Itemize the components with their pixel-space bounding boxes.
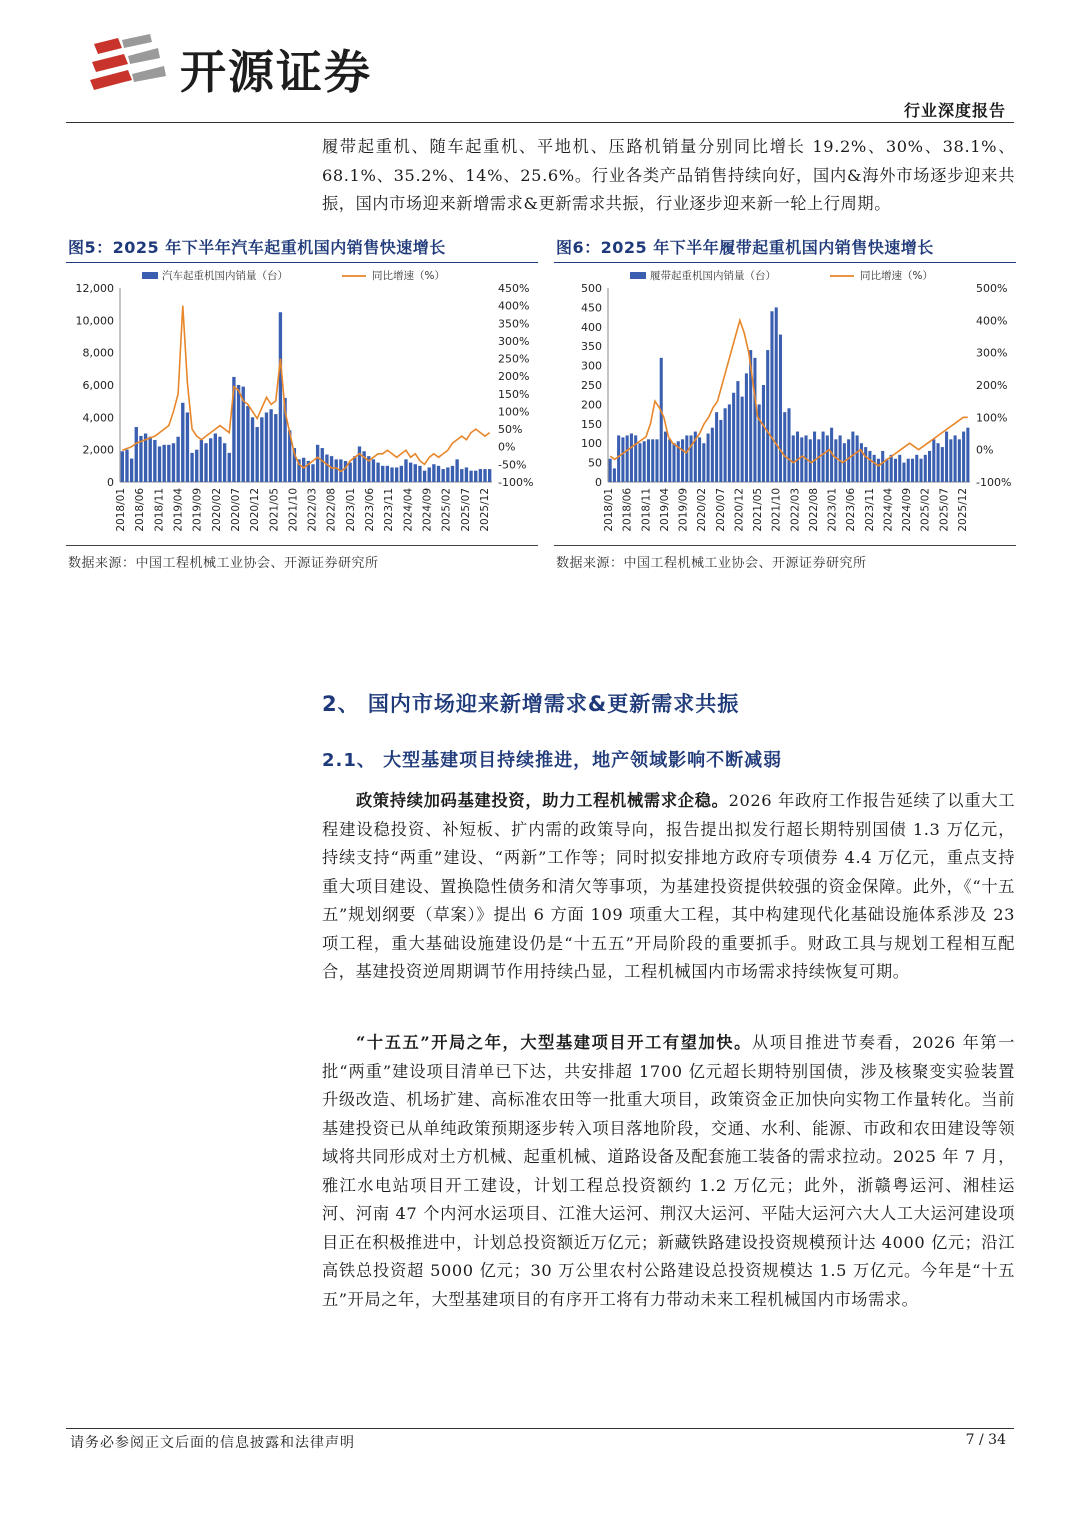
- x-tick-label: 2025/12: [957, 488, 969, 532]
- y-right-tick-label: 250%: [498, 352, 530, 366]
- bar: [672, 443, 675, 482]
- bar: [685, 435, 688, 482]
- bar: [386, 466, 389, 482]
- bar: [190, 453, 193, 482]
- x-tick-label: 2021/10: [770, 488, 783, 532]
- bar: [932, 439, 935, 482]
- bar: [817, 439, 820, 482]
- bar: [460, 469, 463, 482]
- x-tick-label: 2018/06: [134, 488, 147, 532]
- bar: [779, 335, 782, 482]
- bar: [766, 350, 769, 482]
- x-tick-label: 2023/06: [845, 488, 858, 532]
- y-right-tick-label: 100%: [498, 405, 530, 419]
- bar: [455, 459, 458, 482]
- x-tick-label: 2022/08: [807, 488, 820, 532]
- bar: [358, 446, 361, 482]
- bar: [732, 393, 735, 482]
- x-tick-label: 2024/04: [402, 488, 415, 532]
- bar: [813, 432, 816, 482]
- paragraph-1: [322, 787, 1015, 987]
- bar: [877, 459, 880, 482]
- header-divider: [66, 122, 1014, 123]
- bar: [770, 311, 773, 482]
- bar: [418, 466, 421, 482]
- report-type: 行业深度报告: [903, 101, 1006, 120]
- bar: [223, 443, 226, 482]
- bar: [839, 435, 842, 482]
- bar: [125, 450, 128, 482]
- bar: [924, 455, 927, 482]
- y-right-tick-label: 500%: [976, 282, 1008, 295]
- y-right-tick-label: 450%: [498, 282, 530, 295]
- bar: [465, 467, 468, 482]
- bar: [265, 412, 268, 482]
- bar: [941, 447, 944, 482]
- x-tick-label: 2023/11: [383, 488, 396, 532]
- bar: [613, 468, 616, 482]
- y-right-tick-label: 200%: [498, 370, 530, 384]
- bar: [783, 412, 786, 482]
- y-left-tick-label: 8,000: [82, 346, 114, 360]
- x-tick-label: 2022/03: [306, 488, 319, 532]
- bar: [775, 307, 778, 482]
- bar: [209, 438, 212, 482]
- bar: [321, 448, 324, 482]
- bar: [698, 437, 701, 482]
- bar: [728, 404, 731, 482]
- x-tick-label: 2018/11: [153, 488, 166, 532]
- bar: [214, 434, 217, 483]
- brand-name: 开源证券: [180, 45, 372, 99]
- figure-5-chart: [66, 264, 540, 542]
- bar: [414, 464, 417, 482]
- bar: [937, 443, 940, 482]
- x-tick-label: 2025/12: [479, 488, 491, 532]
- bar: [228, 453, 231, 482]
- y-left-tick-label: 350: [581, 340, 602, 354]
- bar: [958, 439, 961, 482]
- bar: [898, 455, 901, 482]
- bar: [469, 471, 472, 482]
- x-tick-label: 2024/09: [901, 488, 914, 532]
- x-tick-label: 2018/11: [640, 488, 653, 532]
- y-left-tick-label: 2,000: [82, 443, 114, 457]
- x-tick-label: 2020/02: [696, 488, 709, 532]
- bar: [907, 459, 910, 482]
- bar: [218, 437, 221, 482]
- bar: [149, 437, 152, 482]
- bar: [325, 455, 328, 482]
- bar: [868, 451, 871, 482]
- x-tick-label: 2018/06: [621, 488, 634, 532]
- bar: [237, 385, 240, 482]
- y-left-tick-label: 6,000: [82, 379, 114, 392]
- bar: [822, 432, 825, 482]
- bar: [715, 412, 718, 482]
- bar: [474, 471, 477, 482]
- bar: [451, 466, 454, 482]
- bar: [483, 469, 486, 482]
- bar: [376, 463, 379, 482]
- y-right-tick-label: 0%: [498, 440, 516, 454]
- bar: [246, 406, 249, 482]
- paragraph-2-body: 从项目推进节奏看，2026 年第一批“两重”建设项目清单已下达，共安排超 1700 亿元超长期特别国债，涉及核聚变实验装置升级改造、机场扩建、高标准农田等一批重大项目，政策资金正加快向实物工作量转化。当前基建投资已从单纯政策预期逐步转入项目落地阶段，交通、水利、能源、市政和农田建设等领域将共同形成对土方机械、起重机械、道路设备及配套施工装备的需求拉动。2025 年 7 月，雅江水电站项目开工建设，计划工程总投资额约 1.2 万亿元；此外，浙赣粤运河、湘桂运河、河南 47 个内河水运项目、江淮大运河、荆汉大运河、平陆大运河六大人工大运河建设项目正在积极推进中，计划总投资额近万亿元；新藏铁路建设投资规模预计达 4000 亿元；沿江高铁总投资超 5000 亿元；30 万公里农村公路建设总投资规模达 1.5 万亿元。今年是“十五五”开局之年，大型基建项目的有序开工将有力带动未来工程机械国内市场需求。: [322, 1033, 1016, 1309]
- bar: [479, 469, 482, 482]
- y-right-tick-label: 400%: [498, 299, 530, 313]
- bar: [609, 459, 612, 482]
- x-tick-label: 2018/01: [115, 488, 127, 532]
- y-right-tick-label: 350%: [498, 317, 530, 331]
- x-tick-label: 2021/10: [287, 488, 300, 532]
- x-tick-label: 2024/04: [882, 488, 895, 532]
- x-tick-label: 2025/07: [938, 488, 951, 532]
- bar: [736, 381, 739, 482]
- bar: [719, 420, 722, 482]
- bar: [762, 385, 765, 482]
- bar: [200, 440, 203, 482]
- bar: [690, 435, 693, 482]
- figure-6-chart: [554, 264, 1018, 542]
- x-tick-label: 2021/05: [268, 488, 281, 532]
- paragraph-1-body: 2026 年政府工作报告延续了以重大工程建设稳投资、补短板、扩内需的政策导向，报告提出拟发行超长期特别国债 1.3 万亿元，持续支持“两重”建设、“两新”工作等；同时拟安排地方政府专项债券 4.4 万亿元，重点支持重大项目建设、置换隐性债务和清欠等事项，为基建投资提供较强的资金保障。此外，《“十五五”规划纲要（草案）》提出 6 方面 109 项重大工程，其中构建现代化基础设施体系涉及 23 项工程，重大基础设施建设仍是“十五五”开局阶段的重要抓手。财政工具与规划工程相互配合，基建投资逆周期调节作用持续凸显，工程机械国内市场需求持续恢复可期。: [322, 791, 1015, 981]
- x-tick-label: 2019/09: [191, 488, 204, 532]
- y-left-tick-label: 450: [581, 301, 602, 315]
- bar: [163, 445, 166, 482]
- legend-bar-swatch: [142, 272, 158, 279]
- y-left-tick-label: 0: [595, 476, 602, 489]
- bar: [741, 397, 744, 482]
- figure-6-bottom-rule: [554, 545, 1016, 546]
- bar: [928, 451, 931, 482]
- bar: [432, 464, 435, 482]
- bar: [400, 466, 403, 482]
- bar: [954, 435, 957, 482]
- bar: [428, 467, 431, 482]
- x-tick-label: 2024/09: [421, 488, 434, 532]
- y-right-tick-label: 50%: [498, 423, 523, 437]
- bar: [167, 445, 170, 482]
- bar: [890, 455, 893, 482]
- x-tick-label: 2019/04: [172, 488, 185, 532]
- y-right-tick-label: 150%: [498, 387, 530, 401]
- x-tick-label: 2020/12: [249, 488, 262, 532]
- y-left-tick-label: 150: [581, 417, 602, 431]
- x-tick-label: 2022/03: [789, 488, 802, 532]
- bar: [847, 439, 850, 482]
- x-tick-label: 2020/07: [229, 488, 242, 532]
- y-left-tick-label: 300: [581, 359, 602, 373]
- bar: [442, 469, 445, 482]
- paragraph-2-lead: “十五五”开局之年，大型基建项目开工有望加快。: [356, 1033, 752, 1052]
- legend-line-label: 同比增速（%）: [372, 270, 445, 282]
- y-right-tick-label: 0%: [976, 443, 994, 457]
- y-left-tick-label: 12,000: [75, 282, 114, 295]
- x-tick-label: 2020/12: [733, 488, 746, 532]
- bar: [962, 432, 965, 482]
- y-right-tick-label: -100%: [976, 476, 1012, 489]
- bar: [260, 417, 263, 482]
- bar: [251, 417, 254, 482]
- bar: [707, 434, 710, 483]
- legend-line-label: 同比增速（%）: [860, 270, 933, 282]
- y-right-tick-label: -50%: [498, 458, 527, 472]
- bar: [834, 439, 837, 482]
- figure-5-source: 数据来源：中国工程机械工业协会、开源证券研究所: [68, 556, 379, 571]
- bar: [409, 463, 412, 482]
- y-left-tick-label: 50: [588, 456, 602, 470]
- figure-5-bottom-rule: [66, 545, 538, 546]
- bar: [856, 435, 859, 482]
- x-tick-label: 2023/06: [364, 488, 377, 532]
- figure-5-title: 图5：2025 年下半年汽车起重机国内销售快速增长: [68, 238, 446, 257]
- paragraph-1-lead: 政策持续加码基建投资，助力工程机械需求企稳。: [356, 791, 729, 810]
- intro-paragraph: 履带起重机、随车起重机、平地机、压路机销量分别同比增长 19.2%、30%、38.1%、68.1%、35.2%、14%、25.6%。行业各类产品销售持续向好，国内&海外市场逐步迎来共振，国内市场迎来新增需求&更新需求共振，行业逐步迎来新一轮上行周期。: [322, 137, 1015, 213]
- bar: [681, 439, 684, 482]
- bar: [274, 414, 277, 482]
- x-tick-label: 2022/08: [325, 488, 338, 532]
- x-tick-label: 2018/01: [603, 488, 615, 532]
- y-left-tick-label: 4,000: [82, 411, 114, 425]
- bar: [158, 446, 161, 482]
- bar: [626, 435, 629, 482]
- bar: [902, 463, 905, 482]
- bar: [885, 459, 888, 482]
- bar: [302, 458, 305, 482]
- y-right-tick-label: 100%: [976, 411, 1008, 425]
- bar: [395, 467, 398, 482]
- bar: [311, 464, 314, 482]
- bar: [195, 450, 198, 482]
- footer-disclaimer: 请务必参阅正文后面的信息披露和法律声明: [70, 1435, 355, 1451]
- bar: [153, 440, 156, 482]
- bar: [660, 358, 663, 482]
- x-tick-label: 2025/02: [919, 488, 932, 532]
- bar: [826, 435, 829, 482]
- paragraph-2: [322, 1029, 1015, 1314]
- bar: [353, 456, 356, 482]
- page-number: 7 / 34: [965, 1432, 1006, 1448]
- y-right-tick-label: 200%: [976, 379, 1008, 392]
- bar: [172, 443, 175, 482]
- y-left-tick-label: 0: [107, 476, 114, 489]
- bar: [617, 435, 620, 482]
- y-left-tick-label: 400: [581, 320, 602, 334]
- bar: [139, 436, 142, 482]
- brand-logo-icon: [88, 34, 178, 98]
- figure-6-rule: [554, 262, 1016, 263]
- y-right-tick-label: 300%: [498, 334, 530, 348]
- bar: [651, 439, 654, 482]
- x-tick-label: 2025/07: [459, 488, 472, 532]
- bar: [381, 466, 384, 482]
- bar: [711, 428, 714, 482]
- y-left-tick-label: 250: [581, 379, 602, 392]
- x-tick-label: 2023/01: [344, 488, 357, 532]
- bar: [655, 439, 658, 482]
- bar: [787, 408, 790, 482]
- bar: [945, 432, 948, 482]
- bar: [181, 403, 184, 482]
- bar: [647, 439, 650, 482]
- bar: [204, 443, 207, 482]
- figure-6-title: 图6：2025 年下半年履带起重机国内销售快速增长: [556, 238, 934, 257]
- bar: [630, 434, 633, 483]
- bar: [121, 451, 124, 482]
- bar: [349, 463, 352, 482]
- legend-bar-label: 汽车起重机国内销量（台）: [162, 270, 288, 282]
- bar: [881, 451, 884, 482]
- figure-6-source: 数据来源：中国工程机械工业协会、开源证券研究所: [556, 556, 867, 571]
- x-tick-label: 2019/09: [677, 488, 690, 532]
- x-tick-label: 2023/01: [826, 488, 839, 532]
- legend-bar-swatch: [630, 272, 646, 279]
- bar: [664, 432, 667, 482]
- bar: [279, 312, 282, 482]
- bar: [269, 409, 272, 482]
- bar: [753, 358, 756, 482]
- subsection-heading: 2.1、 大型基建项目持续推进，地产领域影响不断减弱: [322, 750, 783, 771]
- bar: [638, 443, 641, 482]
- bar: [668, 439, 671, 482]
- bar: [135, 427, 138, 482]
- bar: [372, 459, 375, 482]
- bar: [316, 445, 319, 482]
- bar: [792, 435, 795, 482]
- bar: [919, 459, 922, 482]
- x-tick-label: 2025/02: [440, 488, 453, 532]
- x-tick-label: 2023/11: [863, 488, 876, 532]
- y-right-tick-label: 400%: [976, 314, 1008, 328]
- x-tick-label: 2021/05: [752, 488, 765, 532]
- x-tick-label: 2019/04: [658, 488, 671, 532]
- bar: [724, 408, 727, 482]
- bar: [949, 439, 952, 482]
- bar: [423, 471, 426, 482]
- bar: [256, 427, 259, 482]
- bar: [446, 467, 449, 482]
- bar: [330, 456, 333, 482]
- bar: [745, 373, 748, 482]
- footer-divider: [66, 1428, 1014, 1429]
- bar: [488, 469, 491, 482]
- y-right-tick-label: 300%: [976, 346, 1008, 360]
- y-right-tick-label: -100%: [498, 476, 534, 489]
- bar: [894, 459, 897, 482]
- x-tick-label: 2020/07: [714, 488, 727, 532]
- bar: [873, 455, 876, 482]
- bar: [796, 432, 799, 482]
- bar: [621, 437, 624, 482]
- bar: [966, 428, 969, 482]
- y-left-tick-label: 500: [581, 282, 602, 295]
- bar: [911, 459, 914, 482]
- bar: [643, 441, 646, 482]
- section-heading: 2、 国内市场迎来新增需求&更新需求共振: [322, 692, 740, 716]
- bar: [702, 443, 705, 482]
- y-left-tick-label: 100: [581, 437, 602, 451]
- bar: [176, 437, 179, 482]
- bar: [404, 459, 407, 482]
- bar: [915, 455, 918, 482]
- y-left-tick-label: 10,000: [75, 314, 114, 328]
- x-tick-label: 2020/02: [210, 488, 223, 532]
- bar: [390, 467, 393, 482]
- bar: [186, 412, 189, 482]
- bar: [437, 466, 440, 482]
- bar: [335, 459, 338, 482]
- y-left-tick-label: 200: [581, 398, 602, 412]
- bar: [344, 461, 347, 482]
- bar: [130, 459, 133, 482]
- figure-5-rule: [66, 262, 538, 263]
- bar: [800, 437, 803, 482]
- bar: [864, 447, 867, 482]
- legend-bar-label: 履带起重机国内销量（台）: [650, 270, 776, 282]
